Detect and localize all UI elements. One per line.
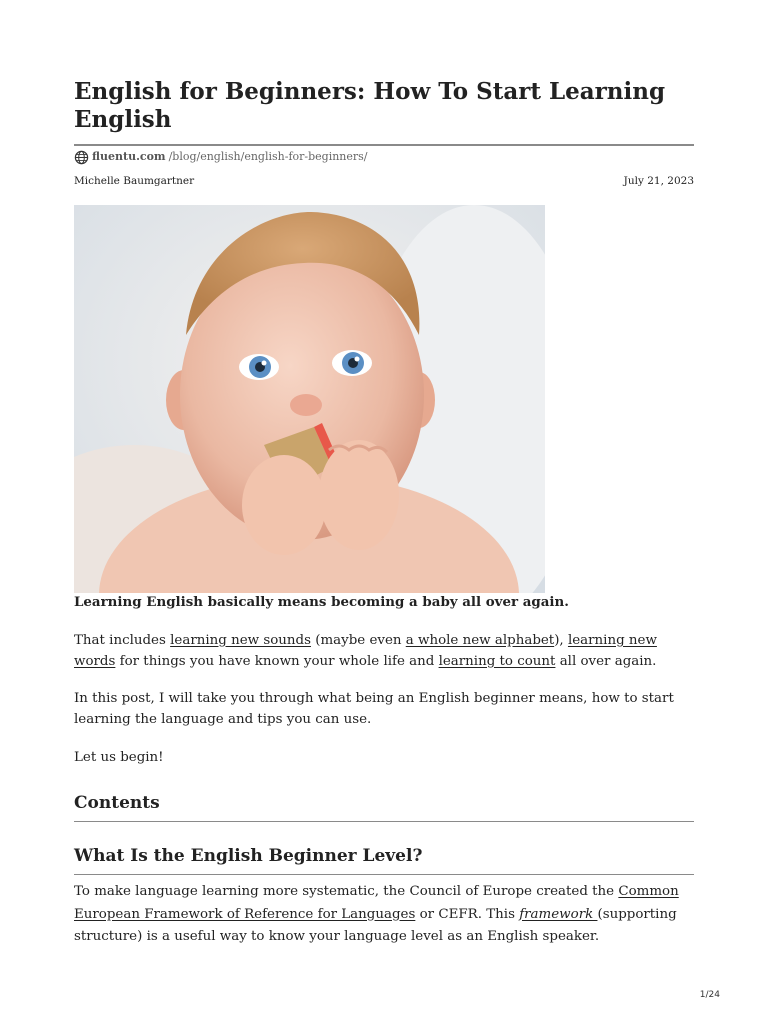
intro-paragraph-3: Let us begin! <box>74 750 164 765</box>
text: That includes <box>74 633 171 648</box>
section-divider <box>74 874 694 875</box>
contents-heading: Contents <box>74 793 160 813</box>
intro-paragraph-2: In this post, I will take you through what being an English beginner means, how to start learning the language and tips you can use. <box>74 691 674 727</box>
text: ), <box>554 633 568 648</box>
article-title: English for Beginners: How To Start Learning English <box>74 78 666 133</box>
section-paragraph <box>74 881 694 949</box>
page-number: 1/24 <box>699 990 720 1000</box>
globe-icon <box>74 150 89 165</box>
publish-date: July 21, 2023 <box>623 175 694 187</box>
link-cefr[interactable]: Common European Framework of Reference for Languages <box>74 884 679 922</box>
source-url[interactable] <box>74 148 368 166</box>
source-domain: fluentu.com <box>92 150 166 163</box>
title-divider <box>74 144 694 146</box>
source-path: /blog/english/english-for-beginners/ <box>168 150 368 163</box>
section-heading-beginner-level: What Is the English Beginner Level? <box>74 846 423 866</box>
lead-paragraph: Learning English basically means becoming a baby all over again. <box>74 594 569 610</box>
text: all over again. <box>555 654 657 669</box>
author-name: Michelle Baumgartner <box>74 175 195 187</box>
text: (supporting structure) is a useful way to know your language level as an English speaker. <box>74 906 677 944</box>
text: for things you have known your whole life and <box>115 654 439 669</box>
link-learning-to-count[interactable]: learning to count <box>438 654 556 669</box>
article-meta <box>74 174 694 188</box>
baby-photo-icon <box>74 205 545 593</box>
link-framework[interactable]: framework <box>519 906 598 922</box>
text: (maybe even <box>310 633 406 648</box>
text: To make language learning more systematic, the Council of Europe created the <box>74 884 619 899</box>
text: or CEFR. This <box>415 906 520 922</box>
contents-divider <box>74 821 694 822</box>
link-learning-new-words[interactable]: learning new words <box>74 633 657 669</box>
intro-paragraph-1 <box>74 630 694 672</box>
link-learning-new-sounds[interactable]: learning new sounds <box>170 633 311 648</box>
link-whole-new-alphabet[interactable]: a whole new alphabet <box>405 633 555 648</box>
hero-image <box>74 205 545 593</box>
